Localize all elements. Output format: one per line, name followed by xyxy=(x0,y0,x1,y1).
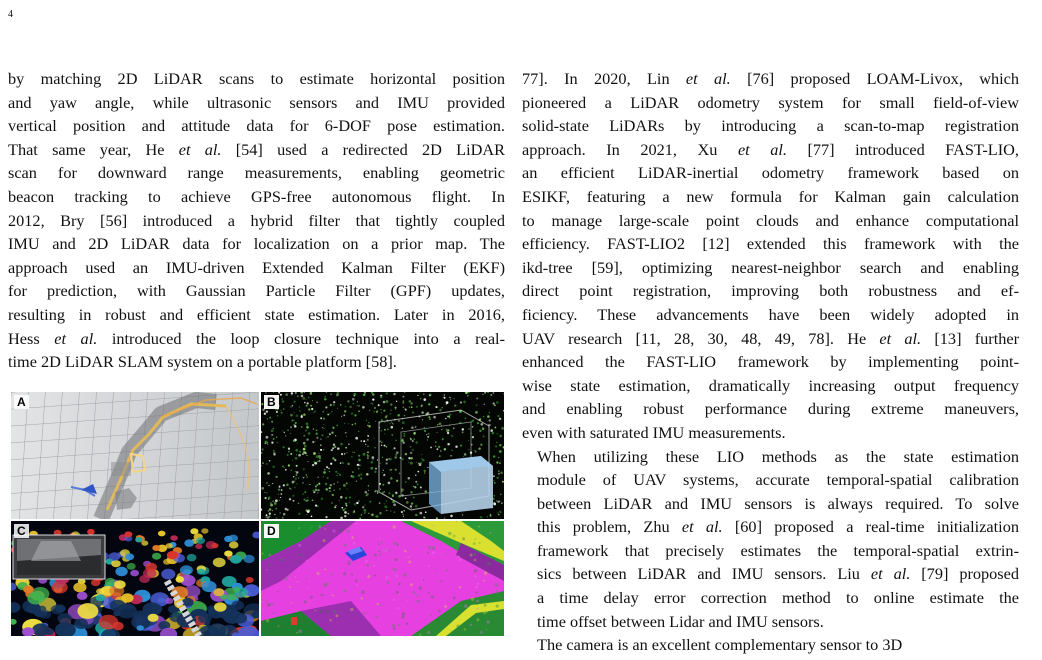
text-line xyxy=(522,138,1019,162)
text-line: an efficient LiDAR-inertial odometry framework based on xyxy=(522,163,1019,183)
figure-panel-b xyxy=(261,392,504,519)
text-segment: [54] used a redirected 2D LiDAR xyxy=(221,139,505,159)
text-line: to manage large-scale point clouds and enhance computational xyxy=(522,210,1019,230)
italic-citation: et al. xyxy=(54,328,98,348)
text-line: The camera is an excellent complementary sensor to 3D xyxy=(537,635,903,655)
right-column-text xyxy=(522,67,1019,657)
panel-label-c: C xyxy=(14,524,29,538)
text-line xyxy=(8,327,505,351)
text-segment: Hess xyxy=(8,328,55,348)
text-segment: [60] proposed a real-time initialization xyxy=(722,517,1019,537)
text-line: When utilizing these LIO methods as the state estimation xyxy=(537,446,1019,466)
text-line: and enabling robust performance during extreme maneuvers, xyxy=(522,399,1019,419)
text-line: ficiency. These advancements have been widely adopted in xyxy=(522,304,1019,324)
text-line: by matching 2D LiDAR scans to estimate horizontal position xyxy=(8,69,505,88)
text-segment: sics between LiDAR and IMU sensors. Liu xyxy=(537,564,871,584)
text-line: between LiDAR and IMU sensors is always required. To solve xyxy=(537,493,1019,513)
panel-label-b: B xyxy=(264,395,279,409)
text-segment: this problem, Zhu xyxy=(537,517,682,537)
italic-citation: et al. xyxy=(870,564,911,584)
text-line xyxy=(522,327,1019,351)
right-paragraph-2 xyxy=(522,445,1019,634)
text-segment: [77] introduced FAST-LIO, xyxy=(786,139,1020,159)
text-line: vertical position and attitude data for 6-DOF pose estimation. xyxy=(8,116,505,136)
text-line: efficiency. FAST-LIO2 [12] extended this framework with the xyxy=(522,234,1019,254)
page-number: 4 xyxy=(8,9,13,20)
text-line: approach used an IMU-driven Extended Kalman Filter (EKF) xyxy=(8,257,505,277)
text-segment: [13] further xyxy=(921,328,1020,348)
left-paragraph xyxy=(8,67,505,374)
text-line xyxy=(522,562,1019,586)
text-line xyxy=(522,67,1019,91)
text-line: scan for downward range measurements, enabling geometric xyxy=(8,163,505,183)
text-line: ikd-tree [59], optimizing nearest-neighbor search and enabling xyxy=(522,257,1019,277)
panel-label-d: D xyxy=(264,524,279,538)
figure-panel-c xyxy=(11,521,259,636)
panel-d-image xyxy=(261,521,504,636)
text-line: time offset between Lidar and IMU sensors. xyxy=(537,611,824,631)
text-line: resulting in robust and efficient state estimation. Later in 2016, xyxy=(8,304,505,324)
panel-b-image xyxy=(261,392,504,519)
italic-citation: et al. xyxy=(681,517,723,537)
text-segment: [79] proposed xyxy=(910,564,1020,584)
text-line: a time delay error correction method to online estimate the xyxy=(537,588,1019,608)
text-line: pioneered a LiDAR odometry system for small field-of-view xyxy=(522,92,1019,112)
text-line: 2012, Bry [56] introduced a hybrid filter that tightly coupled xyxy=(8,210,505,230)
text-line: enhanced the FAST-LIO framework by implementing point- xyxy=(522,352,1019,372)
text-line xyxy=(8,138,505,162)
panel-a-image xyxy=(11,392,259,519)
italic-citation: et al. xyxy=(685,69,731,88)
italic-citation: et al. xyxy=(879,328,922,348)
italic-citation: et al. xyxy=(737,139,787,159)
right-paragraph-1 xyxy=(522,67,1019,445)
left-column-text xyxy=(8,67,505,374)
figure-lidar-slam xyxy=(11,392,504,636)
text-segment: approach. In 2021, Xu xyxy=(522,139,738,159)
panel-label-a: A xyxy=(14,395,29,409)
text-segment: That same year, He xyxy=(8,139,179,159)
text-line: direct point registration, improving both robustness and ef- xyxy=(522,281,1019,301)
text-segment: [76] proposed LOAM-Livox, which xyxy=(730,69,1020,88)
text-line: even with saturated IMU measurements. xyxy=(522,422,786,442)
text-line: framework that precisely estimates the temporal-spatial extrin- xyxy=(537,540,1019,560)
text-line: and yaw angle, while ultrasonic sensors and IMU provided xyxy=(8,92,505,112)
text-segment: 77]. In 2020, Lin xyxy=(522,69,686,88)
text-line: IMU and 2D LiDAR data for localization on a prior map. The xyxy=(8,234,505,254)
italic-citation: et al. xyxy=(178,139,222,159)
right-paragraph-3 xyxy=(522,633,1019,657)
text-segment: UAV research [11, 28, 30, 48, 49, 78]. He xyxy=(522,328,880,348)
figure-panel-d xyxy=(261,521,504,636)
text-line: wise state estimation, dramatically increasing output frequency xyxy=(522,375,1019,395)
text-line xyxy=(522,515,1019,539)
text-line: for prediction, with Gaussian Particle Filter (GPF) updates, xyxy=(8,281,505,301)
text-line: beacon tracking to achieve GPS-free autonomous flight. In xyxy=(8,186,505,206)
panel-c-image xyxy=(11,521,259,636)
text-line: solid-state LiDARs by introducing a scan-to-map registration xyxy=(522,116,1019,136)
text-line: ESIKF, featuring a new formula for Kalman gain calculation xyxy=(522,186,1019,206)
text-line: module of UAV systems, accurate temporal-spatial calibration xyxy=(537,470,1019,490)
text-segment: introduced the loop closure technique into a real- xyxy=(97,328,505,348)
text-line: time 2D LiDAR SLAM system on a portable platform [58]. xyxy=(8,352,397,372)
figure-panel-a xyxy=(11,392,259,519)
